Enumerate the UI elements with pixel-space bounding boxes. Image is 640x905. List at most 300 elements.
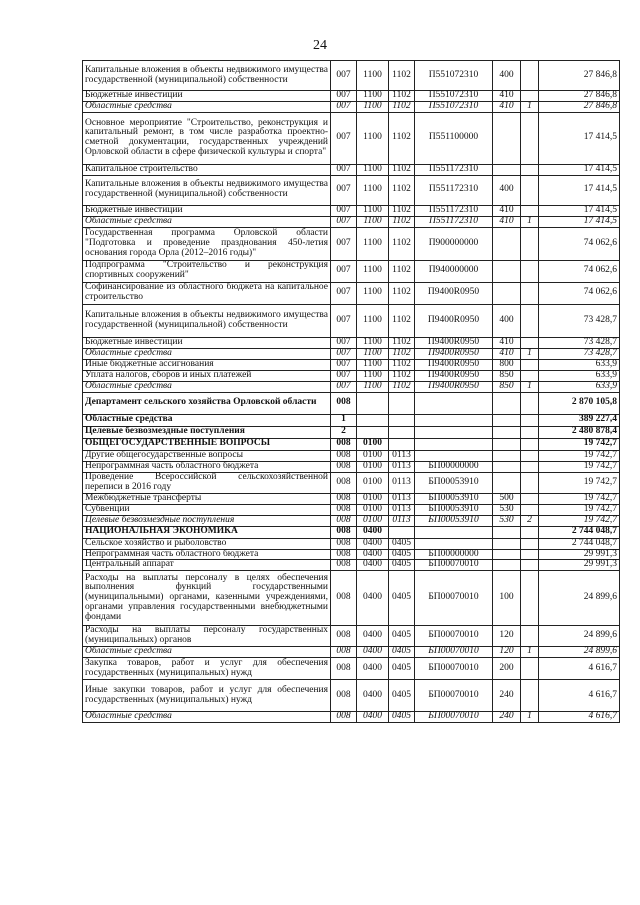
target-article-code xyxy=(415,450,493,461)
section-code: 0400 xyxy=(357,526,389,538)
ministry-code: 007 xyxy=(331,164,357,175)
amount: 19 742,7 xyxy=(539,493,620,504)
expense-type-code xyxy=(493,164,521,175)
target-article-code xyxy=(415,426,493,438)
ministry-code: 007 xyxy=(331,216,357,227)
table-row xyxy=(83,414,620,426)
row-description: ОБЩЕГОСУДАРСТВЕННЫЕ ВОПРОСЫ xyxy=(83,438,331,450)
funding-source-code xyxy=(521,304,539,337)
table-row xyxy=(83,205,620,216)
ministry-code: 2 xyxy=(331,426,357,438)
target-article-code: БП00070010 xyxy=(415,626,493,647)
section-code: 1100 xyxy=(357,101,389,112)
section-code: 1100 xyxy=(357,348,389,359)
target-article-code xyxy=(415,538,493,549)
funding-source-code xyxy=(521,450,539,461)
section-code: 1100 xyxy=(357,205,389,216)
amount: 2 870 105,8 xyxy=(539,392,620,414)
row-description: Областные средства xyxy=(83,101,331,112)
section-code: 0400 xyxy=(357,560,389,571)
expense-type-code: 530 xyxy=(493,504,521,515)
subsection-code: 1102 xyxy=(389,112,415,164)
section-code: 0100 xyxy=(357,450,389,461)
row-description: Другие общегосударственные вопросы xyxy=(83,450,331,461)
table-row xyxy=(83,515,620,526)
target-article-code: БП00053910 xyxy=(415,504,493,515)
row-description: Государственная программа Орловской области "Подготовка и проведение празднования 450-летия основания города Орла (2012–2016 годы)" xyxy=(83,227,331,260)
amount: 24 899,6 xyxy=(539,626,620,647)
subsection-code: 1102 xyxy=(389,101,415,112)
ministry-code: 007 xyxy=(331,61,357,91)
funding-source-code xyxy=(521,538,539,549)
table-row xyxy=(83,304,620,337)
section-code: 0400 xyxy=(357,658,389,680)
row-description: Капитальные вложения в объекты недвижимого имущества государственной (муниципальной) собственности xyxy=(83,61,331,91)
subsection-code: 1102 xyxy=(389,304,415,337)
subsection-code: 1102 xyxy=(389,260,415,282)
amount: 19 742,7 xyxy=(539,472,620,493)
section-code: 1100 xyxy=(357,381,389,392)
row-description: Основное мероприятие "Строительство, реконструкция и капитальный ремонт, в том числе разработка проектно-сметной документации, государственных учреждений Орловской области в сфере физической культуры и спорта" xyxy=(83,112,331,164)
expense-type-code xyxy=(493,450,521,461)
row-description: Непрограммная часть областного бюджета xyxy=(83,549,331,560)
subsection-code: 1102 xyxy=(389,282,415,304)
target-article-code xyxy=(415,526,493,538)
funding-source-code: 1 xyxy=(521,348,539,359)
ministry-code: 008 xyxy=(331,450,357,461)
ministry-code: 007 xyxy=(331,101,357,112)
target-article-code: БП00070010 xyxy=(415,560,493,571)
section-code: 1100 xyxy=(357,164,389,175)
ministry-code: 008 xyxy=(331,493,357,504)
expense-type-code xyxy=(493,549,521,560)
amount: 17 414,5 xyxy=(539,175,620,205)
ministry-code: 007 xyxy=(331,260,357,282)
expense-type-code: 410 xyxy=(493,216,521,227)
row-description: Иные закупки товаров, работ и услуг для обеспечения государственных (муниципальных) нужд xyxy=(83,680,331,712)
ministry-code: 008 xyxy=(331,461,357,472)
funding-source-code xyxy=(521,260,539,282)
funding-source-code xyxy=(521,680,539,712)
row-description: Областные средства xyxy=(83,348,331,359)
row-description: Капитальные вложения в объекты недвижимого имущества государственной (муниципальной) собственности xyxy=(83,304,331,337)
section-code: 0100 xyxy=(357,472,389,493)
subsection-code: 0405 xyxy=(389,680,415,712)
expense-type-code xyxy=(493,282,521,304)
table-row xyxy=(83,61,620,91)
row-description: Уплата налогов, сборов и иных платежей xyxy=(83,370,331,381)
table-row xyxy=(83,571,620,626)
amount: 27 846,8 xyxy=(539,101,620,112)
section-code: 1100 xyxy=(357,304,389,337)
row-description: Областные средства xyxy=(83,647,331,658)
target-article-code: П551172310 xyxy=(415,216,493,227)
target-article-code: БП00000000 xyxy=(415,549,493,560)
target-article-code: П940000000 xyxy=(415,260,493,282)
target-article-code: П551072310 xyxy=(415,101,493,112)
table-row xyxy=(83,461,620,472)
ministry-code: 008 xyxy=(331,526,357,538)
amount: 24 899,6 xyxy=(539,571,620,626)
expense-type-code xyxy=(493,392,521,414)
funding-source-code xyxy=(521,359,539,370)
ministry-code: 008 xyxy=(331,392,357,414)
amount: 24 899,6 xyxy=(539,647,620,658)
table-row xyxy=(83,450,620,461)
funding-source-code xyxy=(521,392,539,414)
target-article-code: П9400R0950 xyxy=(415,370,493,381)
subsection-code: 1102 xyxy=(389,61,415,91)
row-description: Закупка товаров, работ и услуг для обеспечения государственных (муниципальных) нужд xyxy=(83,658,331,680)
section-code: 0100 xyxy=(357,438,389,450)
subsection-code xyxy=(389,438,415,450)
section-code: 1100 xyxy=(357,282,389,304)
subsection-code xyxy=(389,426,415,438)
amount: 19 742,7 xyxy=(539,504,620,515)
target-article-code xyxy=(415,438,493,450)
ministry-code: 008 xyxy=(331,504,357,515)
amount: 19 742,7 xyxy=(539,515,620,526)
expense-type-code: 400 xyxy=(493,61,521,91)
section-code xyxy=(357,414,389,426)
subsection-code: 1102 xyxy=(389,359,415,370)
target-article-code: П9400R0950 xyxy=(415,337,493,348)
expense-type-code xyxy=(493,438,521,450)
funding-source-code xyxy=(521,282,539,304)
table-row xyxy=(83,164,620,175)
section-code: 1100 xyxy=(357,359,389,370)
expense-type-code: 410 xyxy=(493,101,521,112)
row-description: Бюджетные инвестиции xyxy=(83,337,331,348)
subsection-code: 0405 xyxy=(389,626,415,647)
row-description: НАЦИОНАЛЬНАЯ ЭКОНОМИКА xyxy=(83,526,331,538)
ministry-code: 007 xyxy=(331,348,357,359)
row-description: Областные средства xyxy=(83,712,331,723)
section-code xyxy=(357,392,389,414)
ministry-code: 008 xyxy=(331,571,357,626)
section-code: 1100 xyxy=(357,175,389,205)
amount: 4 616,7 xyxy=(539,680,620,712)
amount: 633,9 xyxy=(539,370,620,381)
subsection-code: 0405 xyxy=(389,658,415,680)
subsection-code: 1102 xyxy=(389,91,415,102)
subsection-code xyxy=(389,526,415,538)
target-article-code xyxy=(415,392,493,414)
row-description: Капитальное строительство xyxy=(83,164,331,175)
target-article-code: БП00000000 xyxy=(415,461,493,472)
row-description: Непрограммная часть областного бюджета xyxy=(83,461,331,472)
section-code: 0400 xyxy=(357,549,389,560)
amount: 633,9 xyxy=(539,359,620,370)
section-code: 0100 xyxy=(357,515,389,526)
expense-type-code: 240 xyxy=(493,712,521,723)
funding-source-code xyxy=(521,438,539,450)
table-row xyxy=(83,712,620,723)
funding-source-code: 1 xyxy=(521,216,539,227)
row-description: Иные бюджетные ассигнования xyxy=(83,359,331,370)
funding-source-code xyxy=(521,414,539,426)
expense-type-code: 530 xyxy=(493,515,521,526)
row-description: Субвенции xyxy=(83,504,331,515)
table-row xyxy=(83,560,620,571)
target-article-code: П9400R0950 xyxy=(415,304,493,337)
amount: 2 744 048,7 xyxy=(539,538,620,549)
funding-source-code xyxy=(521,461,539,472)
section-code: 0400 xyxy=(357,712,389,723)
table-row xyxy=(83,438,620,450)
funding-source-code xyxy=(521,370,539,381)
section-code: 1100 xyxy=(357,61,389,91)
ministry-code: 007 xyxy=(331,227,357,260)
section-code: 0400 xyxy=(357,626,389,647)
amount: 73 428,7 xyxy=(539,337,620,348)
expense-type-code xyxy=(493,426,521,438)
section-code: 0100 xyxy=(357,461,389,472)
target-article-code: БП00070010 xyxy=(415,680,493,712)
table-row xyxy=(83,101,620,112)
target-article-code: П551172310 xyxy=(415,164,493,175)
table-row xyxy=(83,370,620,381)
expense-type-code: 410 xyxy=(493,348,521,359)
amount: 4 616,7 xyxy=(539,658,620,680)
subsection-code: 0113 xyxy=(389,461,415,472)
funding-source-code: 2 xyxy=(521,515,539,526)
amount: 19 742,7 xyxy=(539,438,620,450)
subsection-code: 0405 xyxy=(389,712,415,723)
table-row xyxy=(83,348,620,359)
row-description: Целевые безвозмездные поступления xyxy=(83,515,331,526)
section-code: 1100 xyxy=(357,337,389,348)
funding-source-code xyxy=(521,658,539,680)
expense-type-code: 500 xyxy=(493,493,521,504)
target-article-code: БП00053910 xyxy=(415,515,493,526)
section-code: 1100 xyxy=(357,216,389,227)
row-description: Расходы на выплаты персоналу государственных (муниципальных) органов xyxy=(83,626,331,647)
amount: 19 742,7 xyxy=(539,450,620,461)
funding-source-code xyxy=(521,504,539,515)
ministry-code: 007 xyxy=(331,282,357,304)
table-row xyxy=(83,282,620,304)
section-code: 1100 xyxy=(357,370,389,381)
section-code: 0400 xyxy=(357,647,389,658)
section-code: 1100 xyxy=(357,112,389,164)
ministry-code: 008 xyxy=(331,647,357,658)
table-row xyxy=(83,112,620,164)
expense-type-code: 410 xyxy=(493,91,521,102)
ministry-code: 007 xyxy=(331,359,357,370)
ministry-code: 008 xyxy=(331,472,357,493)
amount: 17 414,5 xyxy=(539,164,620,175)
budget-table xyxy=(82,60,620,723)
funding-source-code xyxy=(521,227,539,260)
target-article-code: БП00070010 xyxy=(415,571,493,626)
subsection-code xyxy=(389,392,415,414)
subsection-code: 1102 xyxy=(389,175,415,205)
target-article-code: П9400R0950 xyxy=(415,381,493,392)
table-row xyxy=(83,626,620,647)
table-row xyxy=(83,426,620,438)
expense-type-code xyxy=(493,526,521,538)
expense-type-code: 100 xyxy=(493,571,521,626)
amount: 74 062,6 xyxy=(539,282,620,304)
ministry-code: 008 xyxy=(331,549,357,560)
subsection-code: 0405 xyxy=(389,560,415,571)
target-article-code: БП00070010 xyxy=(415,658,493,680)
expense-type-code: 200 xyxy=(493,658,521,680)
section-code: 0400 xyxy=(357,571,389,626)
funding-source-code xyxy=(521,626,539,647)
amount: 29 991,3 xyxy=(539,560,620,571)
budget-table-body xyxy=(83,61,620,723)
amount: 633,9 xyxy=(539,381,620,392)
table-row xyxy=(83,359,620,370)
expense-type-code: 120 xyxy=(493,647,521,658)
subsection-code: 1102 xyxy=(389,337,415,348)
funding-source-code xyxy=(521,61,539,91)
section-code: 0400 xyxy=(357,680,389,712)
expense-type-code: 120 xyxy=(493,626,521,647)
table-row xyxy=(83,538,620,549)
funding-source-code xyxy=(521,337,539,348)
expense-type-code xyxy=(493,227,521,260)
target-article-code: П9400R0950 xyxy=(415,348,493,359)
target-article-code: П900000000 xyxy=(415,227,493,260)
funding-source-code xyxy=(521,426,539,438)
row-description: Бюджетные инвестиции xyxy=(83,91,331,102)
ministry-code: 008 xyxy=(331,712,357,723)
subsection-code: 0113 xyxy=(389,515,415,526)
subsection-code: 0405 xyxy=(389,538,415,549)
ministry-code: 007 xyxy=(331,175,357,205)
table-row xyxy=(83,216,620,227)
target-article-code: П551172310 xyxy=(415,175,493,205)
target-article-code: БП00053910 xyxy=(415,493,493,504)
ministry-code: 007 xyxy=(331,112,357,164)
ministry-code: 1 xyxy=(331,414,357,426)
row-description: Областные средства xyxy=(83,216,331,227)
target-article-code: БП00070010 xyxy=(415,712,493,723)
expense-type-code: 850 xyxy=(493,370,521,381)
ministry-code: 008 xyxy=(331,438,357,450)
funding-source-code: 1 xyxy=(521,647,539,658)
amount: 2 480 878,4 xyxy=(539,426,620,438)
amount: 17 414,5 xyxy=(539,216,620,227)
page-number: 24 xyxy=(313,38,327,53)
target-article-code: БП00070010 xyxy=(415,647,493,658)
ministry-code: 007 xyxy=(331,205,357,216)
funding-source-code xyxy=(521,493,539,504)
target-article-code: П551172310 xyxy=(415,205,493,216)
table-row xyxy=(83,227,620,260)
row-description: Капитальные вложения в объекты недвижимого имущества государственной (муниципальной) собственности xyxy=(83,175,331,205)
table-row xyxy=(83,337,620,348)
table-row xyxy=(83,381,620,392)
expense-type-code xyxy=(493,112,521,164)
funding-source-code: 1 xyxy=(521,712,539,723)
row-description: Бюджетные инвестиции xyxy=(83,205,331,216)
subsection-code: 0405 xyxy=(389,549,415,560)
expense-type-code xyxy=(493,260,521,282)
subsection-code: 0113 xyxy=(389,450,415,461)
ministry-code: 007 xyxy=(331,91,357,102)
amount: 17 414,5 xyxy=(539,112,620,164)
table-row xyxy=(83,493,620,504)
table-row xyxy=(83,175,620,205)
ministry-code: 007 xyxy=(331,337,357,348)
ministry-code: 007 xyxy=(331,304,357,337)
expense-type-code: 400 xyxy=(493,304,521,337)
funding-source-code xyxy=(521,472,539,493)
expense-type-code: 800 xyxy=(493,359,521,370)
table-row xyxy=(83,472,620,493)
section-code xyxy=(357,426,389,438)
expense-type-code xyxy=(493,538,521,549)
subsection-code: 1102 xyxy=(389,370,415,381)
ministry-code: 008 xyxy=(331,560,357,571)
subsection-code: 1102 xyxy=(389,164,415,175)
target-article-code: П9400R0950 xyxy=(415,282,493,304)
subsection-code xyxy=(389,414,415,426)
expense-type-code xyxy=(493,414,521,426)
row-description: Расходы на выплаты персоналу в целях обеспечения выполнения функций государственными (муниципальными) органами, казенными учреждениями, органами управления государственными внебюджетными фондами xyxy=(83,571,331,626)
expense-type-code: 410 xyxy=(493,337,521,348)
subsection-code: 1102 xyxy=(389,381,415,392)
table-row xyxy=(83,680,620,712)
expense-type-code: 850 xyxy=(493,381,521,392)
target-article-code: П9400R0950 xyxy=(415,359,493,370)
ministry-code: 008 xyxy=(331,626,357,647)
target-article-code: БП00053910 xyxy=(415,472,493,493)
amount: 27 846,8 xyxy=(539,91,620,102)
expense-type-code: 410 xyxy=(493,205,521,216)
table-row xyxy=(83,647,620,658)
amount: 29 991,3 xyxy=(539,549,620,560)
row-description: Областные средства xyxy=(83,381,331,392)
expense-type-code xyxy=(493,461,521,472)
row-description: Центральный аппарат xyxy=(83,560,331,571)
table-row xyxy=(83,658,620,680)
funding-source-code xyxy=(521,175,539,205)
row-description: Межбюджетные трансферты xyxy=(83,493,331,504)
subsection-code: 0405 xyxy=(389,571,415,626)
funding-source-code xyxy=(521,571,539,626)
ministry-code: 007 xyxy=(331,381,357,392)
expense-type-code: 400 xyxy=(493,175,521,205)
table-row xyxy=(83,91,620,102)
ministry-code: 008 xyxy=(331,680,357,712)
ministry-code: 008 xyxy=(331,538,357,549)
expense-type-code xyxy=(493,472,521,493)
funding-source-code xyxy=(521,164,539,175)
row-description: Проведение Всероссийской сельскохозяйственной переписи в 2016 году xyxy=(83,472,331,493)
section-code: 1100 xyxy=(357,227,389,260)
target-article-code: П551100000 xyxy=(415,112,493,164)
row-description: Софинансирование из областного бюджета на капитальное строительство xyxy=(83,282,331,304)
funding-source-code xyxy=(521,112,539,164)
amount: 73 428,7 xyxy=(539,304,620,337)
subsection-code: 1102 xyxy=(389,216,415,227)
amount: 74 062,6 xyxy=(539,260,620,282)
amount: 389 227,4 xyxy=(539,414,620,426)
target-article-code xyxy=(415,414,493,426)
target-article-code: П551072310 xyxy=(415,61,493,91)
expense-type-code xyxy=(493,560,521,571)
funding-source-code xyxy=(521,560,539,571)
subsection-code: 0113 xyxy=(389,493,415,504)
target-article-code: П551072310 xyxy=(415,91,493,102)
row-description: Департамент сельского хозяйства Орловской области xyxy=(83,392,331,414)
amount: 19 742,7 xyxy=(539,461,620,472)
